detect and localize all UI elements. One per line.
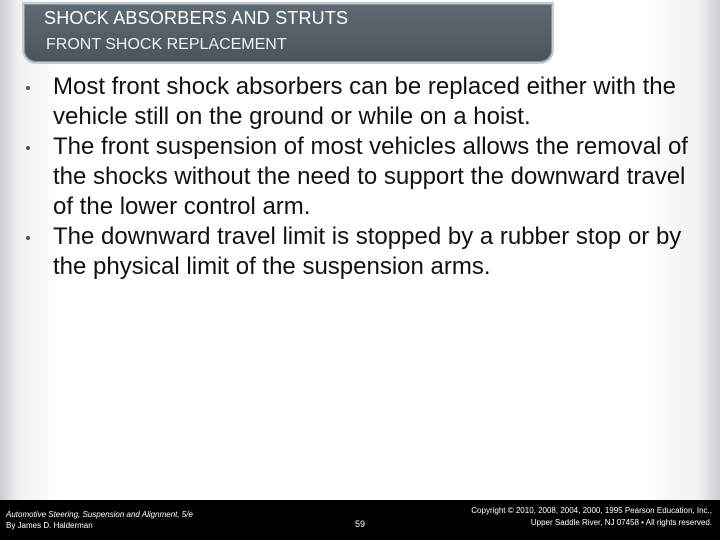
bullet-dot-icon [26, 86, 30, 90]
slide-subtitle: FRONT SHOCK REPLACEMENT [46, 36, 287, 53]
bullet-item [26, 72, 706, 132]
footer-copyright [471, 505, 712, 529]
bullet-list [26, 72, 706, 282]
bullet-text: The front suspension of most vehicles allows the removal of the shocks without the need to support the downward travel of the lower control arm. [53, 133, 688, 220]
bullet-text: The downward travel limit is stopped by a rubber stop or by the physical limit of the suspension arms. [53, 223, 682, 280]
page-number: 59 [355, 519, 366, 529]
footer-author: By James D. Halderman [6, 521, 93, 530]
slide-title: SHOCK ABSORBERS AND STRUTS [44, 8, 349, 28]
footer-book-title: Automotive Steering, Suspension and Alignment, 5/e [6, 510, 193, 519]
copyright-line-1: Copyright © 2010, 2008, 2004, 2000, 1995 Pearson Education, Inc., [471, 506, 712, 515]
footer-book-info [6, 509, 193, 531]
footer-bar [0, 500, 720, 540]
bullet-item [26, 222, 706, 282]
copyright-line-2: Upper Saddle River, NJ 07458 • All rights reserved. [530, 518, 712, 527]
bullet-dot-icon [26, 236, 30, 240]
bullet-text: Most front shock absorbers can be replaced either with the vehicle still on the ground or while on a hoist. [53, 73, 676, 130]
bullet-item [26, 132, 706, 222]
bullet-dot-icon [26, 146, 30, 150]
